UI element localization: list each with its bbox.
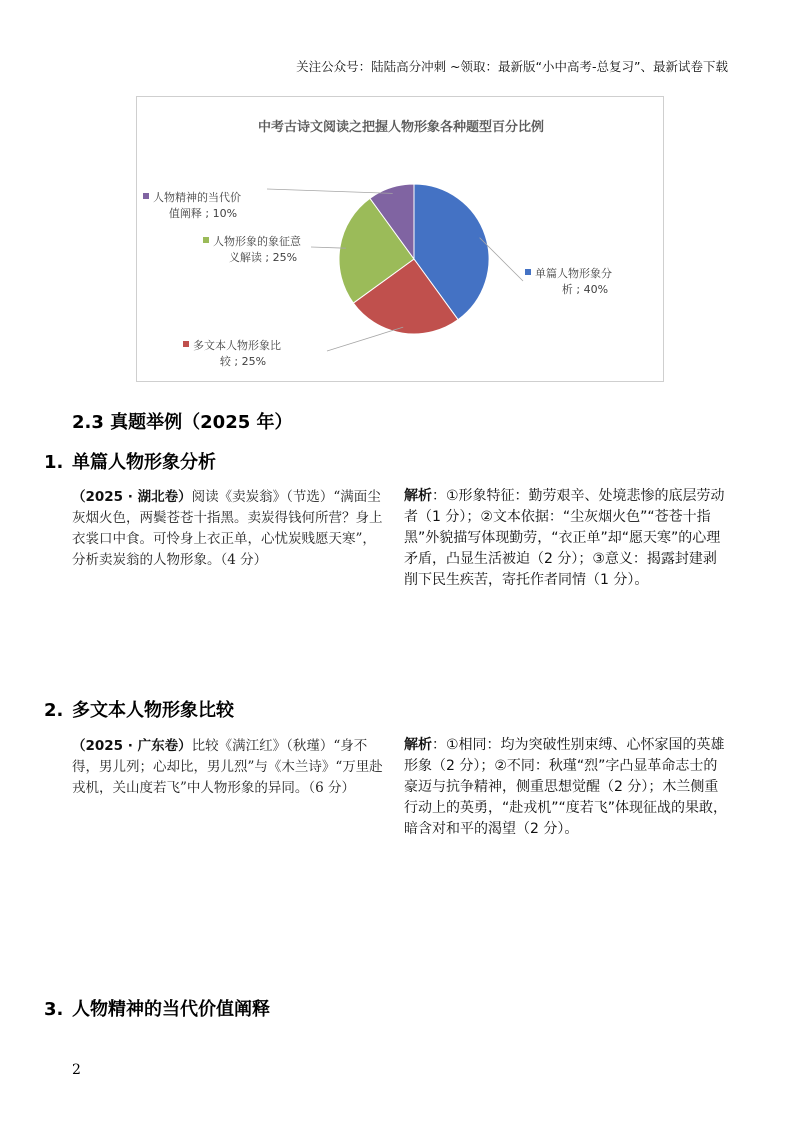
item-1-heading [44,448,216,474]
label-swatch-contemporary [143,193,149,199]
item-1-answer-label: 解析 [404,488,432,504]
item-2-answer-text: ：①相同：均为突破性别束缚、心怀家国的英雄形象（2 分）；②不同：秋瑾“烈”字凸显革命志士的豪迈与抗争精神，侧重思想觉醒（2 分）；木兰侧重行动上的英勇，“赴戎机”“度若飞”体现征战的果敢，暗含对和平的渴望（2 分）。 [404,737,728,837]
data-label-symbolic-line2: 义解读 ; 25% [228,251,298,264]
pie-chart [136,96,664,382]
data-label-symbolic-line1: 人物形象的象征意 [213,235,301,248]
item-2-source: （2025 · 广东卷） [72,738,192,754]
item-2-question [72,736,384,799]
data-label-multi-text-line1: 多文本人物形象比 [193,339,281,352]
data-label-single-text-line1: 单篇人物形象分 [535,267,612,280]
item-2-answer [404,735,728,840]
item-2-answer-label: 解析 [404,737,432,753]
data-label-multi-text-line2: 较 ; 25% [219,355,267,368]
item-1-source: （2025 · 湖北卷） [72,489,192,505]
item-3-heading [44,995,270,1021]
item-1-answer [404,486,728,591]
section-title: 2.3 真题举例（2025 年） [72,412,293,433]
item-1-question-text: 阅读《卖炭翁》（节选）“满面尘灰烟火色，两鬓苍苍十指黑。卖炭得钱何所营？身上衣裳口中食。可怜身上衣正单，心忧炭贱愿天寒”，分析卖炭翁的人物形象。（4 分） [72,489,383,568]
pie-chart-canvas [137,97,665,383]
page-number: 2 [72,1062,81,1078]
leader-line-contemporary [267,189,393,193]
item-3-title: 人物精神的当代价值阐释 [72,999,270,1020]
item-1-title: 单篇人物形象分析 [72,452,216,473]
label-swatch-single-text [525,269,531,275]
data-label-contemporary-line2: 值阐释 ; 10% [168,207,238,220]
data-label-contemporary-line1: 人物精神的当代价 [153,191,241,204]
item-1-number: 1. [44,452,64,473]
item-3-number: 3. [44,999,64,1020]
leader-line-multi-text [327,327,403,351]
label-swatch-multi-text [183,341,189,347]
item-1-question [72,487,384,571]
item-2-title: 多文本人物形象比较 [72,700,234,721]
data-label-single-text-line2: 析 ; 40% [561,283,609,296]
label-swatch-symbolic [203,237,209,243]
item-1-answer-text: ：①形象特征：勤劳艰辛、处境悲惨的底层劳动者（1 分）；②文本依据：“尘灰烟火色”“苍苍十指黑”外貌描写体现勤劳，“衣正单”却“愿天寒”的心理矛盾，凸显生活被迫（2 分）；③意义：揭露封建剥削下民生疾苦，寄托作者同情（1 分）。 [404,488,725,588]
item-2-heading [44,696,234,722]
item-2-number: 2. [44,700,64,721]
item-2-question-text: 比较《满江红》（秋瑾）“身不得，男儿列；心却比，男儿烈”与《木兰诗》“万里赴戎机，关山度若飞”中人物形象的异同。（6 分） [72,738,383,796]
header-note: 关注公众号：陆陆高分冲刺 ~领取：最新版“小中高考-总复习”、最新试卷下载 [296,59,728,74]
chart-title: 中考古诗文阅读之把握人物形象各种题型百分比例 [257,120,545,135]
